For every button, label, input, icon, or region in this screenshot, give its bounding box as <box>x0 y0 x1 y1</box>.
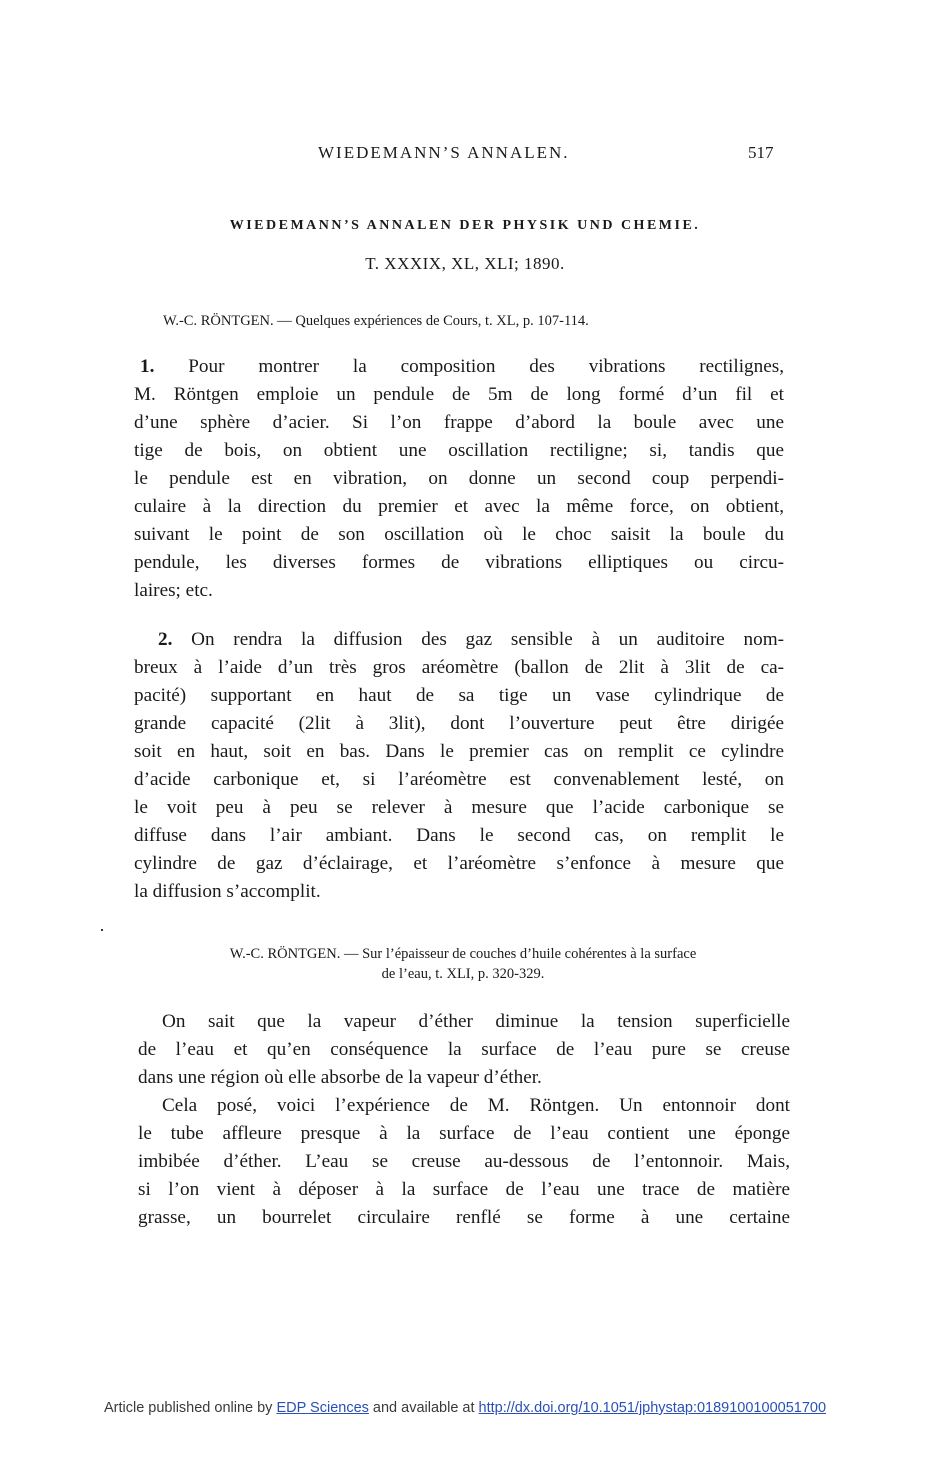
publication-footer <box>0 1400 930 1416</box>
article2-reference <box>137 944 789 984</box>
text-line: laires; etc. <box>134 580 213 601</box>
text-line: pendule, les diverses formes de vibrations elliptiques ou circu- <box>134 552 784 573</box>
text-line: breux à l’aide d’un très gros aréomètre (ballon de 2lit à 3lit de ca- <box>134 657 784 678</box>
print-speck <box>101 929 103 931</box>
line-text: On rendra la diffusion des gaz sensible à un auditoire nom- <box>191 629 785 650</box>
text-line <box>158 626 784 654</box>
text-line: M. Röntgen emploie un pendule de 5m de long formé d’un fil et <box>134 384 784 405</box>
article2-reference-line2: de l’eau, t. XLI, p. 320-329. <box>381 966 545 982</box>
text-line: soit en haut, soit en bas. Dans le premier cas on remplit ce cylindre <box>134 741 784 762</box>
text-line: diffuse dans l’air ambiant. Dans le second cas, on remplit le <box>134 825 784 846</box>
text-line: pacité) supportant en haut de sa tige un vase cylindrique de <box>134 685 784 706</box>
journal-volume: T. XXXIX, XL, XLI; 1890. <box>365 254 565 273</box>
article1-reference: W.-C. RÖNTGEN. — Quelques expériences de Cours, t. XL, p. 107-114. <box>163 313 589 329</box>
text-line: tige de bois, on obtient une oscillation rectiligne; si, tandis que <box>134 440 784 461</box>
doi-link[interactable]: http://dx.doi.org/10.1051/jphystap:0189100100051700 <box>478 1400 827 1416</box>
text-line: d’acide carbonique et, si l’aréomètre est convenablement lesté, on <box>134 769 784 790</box>
text-line <box>140 353 784 381</box>
text-line: dans une région où elle absorbe de la vapeur d’éther. <box>138 1067 542 1088</box>
page-number: 517 <box>748 143 774 162</box>
text-line: grande capacité (2lit à 3lit), dont l’ouverture peut être dirigée <box>134 713 784 734</box>
text-line: cylindre de gaz d’éclairage, et l’aréomètre s’enfonce à mesure que <box>134 853 784 874</box>
paragraph-number: 2. <box>158 629 173 650</box>
text-line: Cela posé, voici l’expérience de M. Röntgen. Un entonnoir dont <box>162 1095 790 1116</box>
paragraph-number: 1. <box>140 356 155 377</box>
text-line: le voit peu à peu se relever à mesure que l’acide carbonique se <box>134 797 784 818</box>
journal-title: WIEDEMANN’S ANNALEN DER PHYSIK UND CHEMIE. <box>229 218 701 233</box>
text-line: On sait que la vapeur d’éther diminue la tension superficielle <box>162 1011 790 1032</box>
text-line: imbibée d’éther. L’eau se creuse au-dessous de l’entonnoir. Mais, <box>138 1151 790 1172</box>
text-line: d’une sphère d’acier. Si l’on frappe d’abord la boule avec une <box>134 412 784 433</box>
publisher-link[interactable]: EDP Sciences <box>276 1400 369 1416</box>
running-title: WIEDEMANN’S ANNALEN. <box>318 143 570 162</box>
text-line: la diffusion s’accomplit. <box>134 881 321 902</box>
line-text: Pour montrer la composition des vibrations rectilignes, <box>188 356 784 377</box>
text-line: le pendule est en vibration, on donne un second coup perpendi- <box>134 468 784 489</box>
text-line: de l’eau et qu’en conséquence la surface de l’eau pure se creuse <box>138 1039 790 1060</box>
text-line: grasse, un bourrelet circulaire renflé se forme à une certaine <box>138 1207 790 1228</box>
text-line: si l’on vient à déposer à la surface de l’eau une trace de matière <box>138 1179 790 1200</box>
footer-middle: and available at <box>372 1400 475 1416</box>
footer-prefix: Article published online by <box>103 1400 273 1416</box>
text-line: le tube affleure presque à la surface de l’eau contient une éponge <box>138 1123 790 1144</box>
text-line: culaire à la direction du premier et avec la même force, on obtient, <box>134 496 784 517</box>
text-line: suivant le point de son oscillation où le choc saisit la boule du <box>134 524 784 545</box>
article2-reference-line1: W.-C. RÖNTGEN. — Sur l’épaisseur de couches d’huile cohérentes à la surface <box>229 946 697 962</box>
